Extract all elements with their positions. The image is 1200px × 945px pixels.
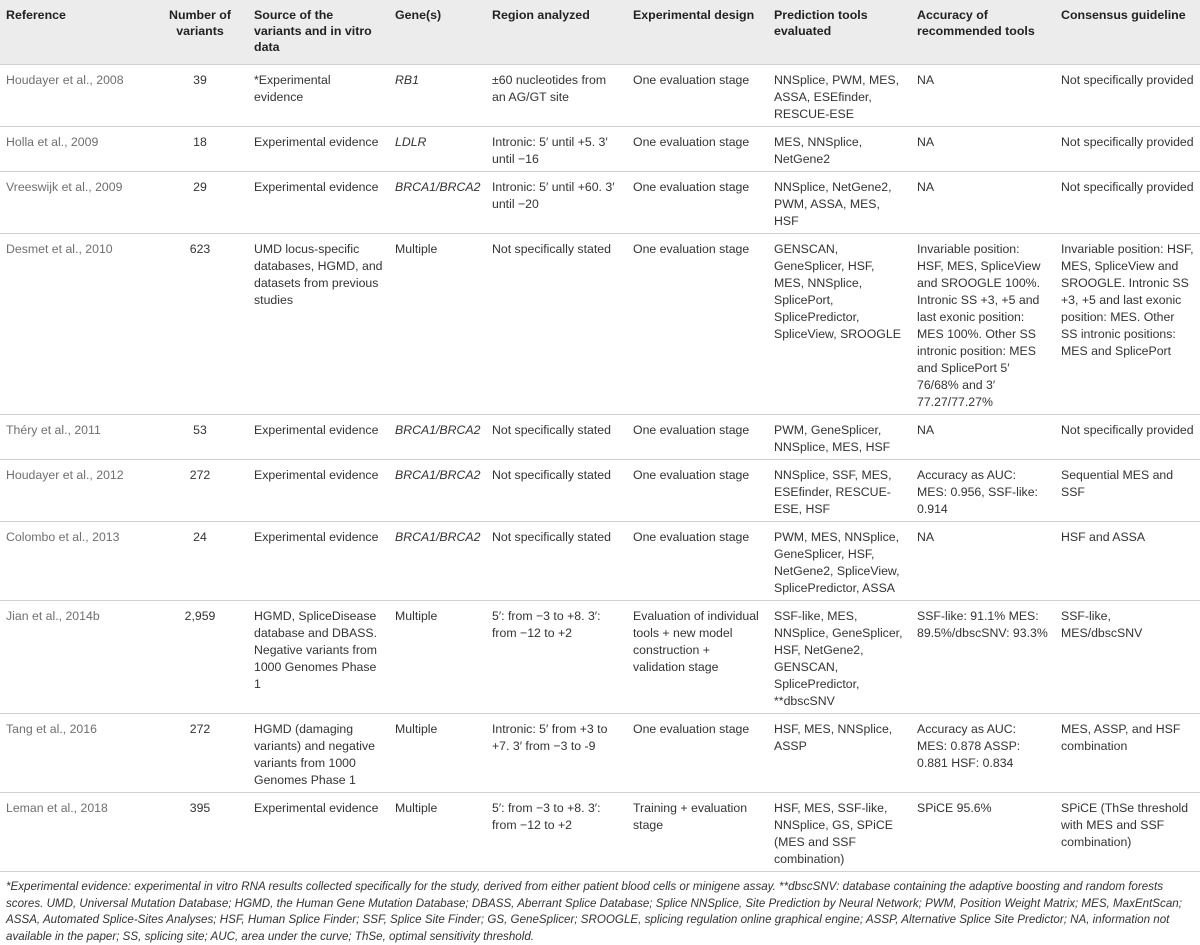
cell-tools: NNSplice, PWM, MES, ASSA, ESEfinder, RESCUE-ESE bbox=[768, 65, 911, 127]
cell-accuracy: Invariable position: HSF, MES, SpliceView and SROOGLE 100%. Intronic SS +3, +5 and last exonic position: MES 100%. Other SS intronic position: MES and SplicePort 5′ 76/68% and 3′ 77.27/77.27% bbox=[911, 234, 1055, 415]
cell-gene: RB1 bbox=[389, 65, 486, 127]
cell-gene: LDLR bbox=[389, 127, 486, 172]
cell-region: Not specifically stated bbox=[486, 522, 627, 601]
cell-region: 5′: from −3 to +8. 3′: from −12 to +2 bbox=[486, 793, 627, 872]
header-design: Experimental design bbox=[627, 0, 768, 65]
cell-tools: SSF-like, MES, NNSplice, GeneSplicer, HSF, NetGene2, GENSCAN, SplicePredictor, **dbscSNV bbox=[768, 601, 911, 714]
cell-region: 5′: from −3 to +8. 3′: from −12 to +2 bbox=[486, 601, 627, 714]
table-header bbox=[0, 0, 1200, 65]
cell-reference: Holla et al., 2009 bbox=[0, 127, 152, 172]
cell-variants: 18 bbox=[152, 127, 248, 172]
cell-design: One evaluation stage bbox=[627, 172, 768, 234]
cell-source: UMD locus-specific databases, HGMD, and datasets from previous studies bbox=[248, 234, 389, 415]
cell-accuracy: NA bbox=[911, 172, 1055, 234]
cell-variants: 395 bbox=[152, 793, 248, 872]
cell-region: ±60 nucleotides from an AG/GT site bbox=[486, 65, 627, 127]
cell-accuracy: Accuracy as AUC: MES: 0.878 ASSP: 0.881 HSF: 0.834 bbox=[911, 714, 1055, 793]
header-number-of-variants: Number of variants bbox=[152, 0, 248, 65]
cell-source: Experimental evidence bbox=[248, 127, 389, 172]
cell-source: *Experimental evidence bbox=[248, 65, 389, 127]
cell-variants: 39 bbox=[152, 65, 248, 127]
header-region: Region analyzed bbox=[486, 0, 627, 65]
table-footnote: *Experimental evidence: experimental in vitro RNA results collected specifically for the study, derived from either patient blood cells or minigene assay. **dbscSNV: database containing the adaptive boosting and random forests scores. UMD, Universal Mutation Database; HGMD, the Human Gene Mutation Database; DBASS, Aberrant Splice Database; Splice NNSplice, Site Prediction by Neural Network; PWM, Position Weight Matrix; MES, MaxEntScan; ASSA, Automated Splice-Sites Analyses; HSF, Human Splice Finder; SSF, Splice Site Finder; GS, GeneSplicer; SROOGLE, splicing regulation online graphical engine; ASSP, Alternative Splice Site Predictor; NA, information not available in the paper; SS, splicing site; AUC, area under the curve; ThSe, optimal sensitivity threshold. bbox=[6, 880, 1182, 943]
cell-variants: 53 bbox=[152, 415, 248, 460]
cell-design: One evaluation stage bbox=[627, 460, 768, 522]
cell-design: Evaluation of individual tools + new model construction + validation stage bbox=[627, 601, 768, 714]
cell-reference: Colombo et al., 2013 bbox=[0, 522, 152, 601]
cell-tools: PWM, GeneSplicer, NNSplice, MES, HSF bbox=[768, 415, 911, 460]
cell-variants: 623 bbox=[152, 234, 248, 415]
cell-design: One evaluation stage bbox=[627, 65, 768, 127]
cell-tools: NNSplice, SSF, MES, ESEfinder, RESCUE-ESE, HSF bbox=[768, 460, 911, 522]
cell-gene: BRCA1/BRCA2 bbox=[389, 172, 486, 234]
header-accuracy: Accuracy of recommended tools bbox=[911, 0, 1055, 65]
cell-gene: BRCA1/BRCA2 bbox=[389, 460, 486, 522]
table-row bbox=[0, 522, 1200, 601]
table-row bbox=[0, 714, 1200, 793]
cell-gene: BRCA1/BRCA2 bbox=[389, 415, 486, 460]
cell-source: HGMD (damaging variants) and negative variants from 1000 Genomes Phase 1 bbox=[248, 714, 389, 793]
cell-variants: 272 bbox=[152, 460, 248, 522]
cell-consensus: Sequential MES and SSF bbox=[1055, 460, 1200, 522]
cell-gene: Multiple bbox=[389, 714, 486, 793]
cell-consensus: SSF-like, MES/dbscSNV bbox=[1055, 601, 1200, 714]
cell-variants: 2,959 bbox=[152, 601, 248, 714]
cell-reference: Houdayer et al., 2012 bbox=[0, 460, 152, 522]
cell-consensus: Not specifically provided bbox=[1055, 65, 1200, 127]
cell-reference: Tang et al., 2016 bbox=[0, 714, 152, 793]
cell-region: Intronic: 5′ from +3 to +7. 3′ from −3 to -9 bbox=[486, 714, 627, 793]
table-row bbox=[0, 234, 1200, 415]
cell-design: Training + evaluation stage bbox=[627, 793, 768, 872]
cell-tools: GENSCAN, GeneSplicer, HSF, MES, NNSplice, SplicePort, SplicePredictor, SpliceView, SROOGLE bbox=[768, 234, 911, 415]
cell-gene: Multiple bbox=[389, 234, 486, 415]
cell-gene: Multiple bbox=[389, 601, 486, 714]
cell-gene: Multiple bbox=[389, 793, 486, 872]
cell-variants: 272 bbox=[152, 714, 248, 793]
cell-source: HGMD, SpliceDisease database and DBASS. Negative variants from 1000 Genomes Phase 1 bbox=[248, 601, 389, 714]
table-row bbox=[0, 601, 1200, 714]
cell-design: One evaluation stage bbox=[627, 127, 768, 172]
cell-region: Not specifically stated bbox=[486, 234, 627, 415]
header-genes: Gene(s) bbox=[389, 0, 486, 65]
header-tools: Prediction tools evaluated bbox=[768, 0, 911, 65]
cell-tools: NNSplice, NetGene2, PWM, ASSA, MES, HSF bbox=[768, 172, 911, 234]
table-row bbox=[0, 127, 1200, 172]
cell-accuracy: NA bbox=[911, 65, 1055, 127]
cell-accuracy: SPiCE 95.6% bbox=[911, 793, 1055, 872]
cell-region: Not specifically stated bbox=[486, 415, 627, 460]
cell-reference: Leman et al., 2018 bbox=[0, 793, 152, 872]
cell-consensus: Not specifically provided bbox=[1055, 172, 1200, 234]
cell-source: Experimental evidence bbox=[248, 522, 389, 601]
table-row bbox=[0, 460, 1200, 522]
cell-accuracy: NA bbox=[911, 127, 1055, 172]
cell-gene: BRCA1/BRCA2 bbox=[389, 522, 486, 601]
table-row bbox=[0, 172, 1200, 234]
cell-reference: Jian et al., 2014b bbox=[0, 601, 152, 714]
table-body bbox=[0, 65, 1200, 872]
cell-region: Intronic: 5′ until +5. 3′ until −16 bbox=[486, 127, 627, 172]
cell-design: One evaluation stage bbox=[627, 714, 768, 793]
cell-region: Intronic: 5′ until +60. 3′ until −20 bbox=[486, 172, 627, 234]
cell-accuracy: Accuracy as AUC: MES: 0.956, SSF-like: 0.914 bbox=[911, 460, 1055, 522]
cell-source: Experimental evidence bbox=[248, 415, 389, 460]
cell-reference: Desmet et al., 2010 bbox=[0, 234, 152, 415]
table-row bbox=[0, 793, 1200, 872]
cell-consensus: SPiCE (ThSe threshold with MES and SSF combination) bbox=[1055, 793, 1200, 872]
header-source: Source of the variants and in vitro data bbox=[248, 0, 389, 65]
cell-source: Experimental evidence bbox=[248, 793, 389, 872]
cell-variants: 29 bbox=[152, 172, 248, 234]
table-row bbox=[0, 415, 1200, 460]
cell-tools: MES, NNSplice, NetGene2 bbox=[768, 127, 911, 172]
cell-region: Not specifically stated bbox=[486, 460, 627, 522]
cell-accuracy: SSF-like: 91.1% MES: 89.5%/dbscSNV: 93.3% bbox=[911, 601, 1055, 714]
cell-design: One evaluation stage bbox=[627, 522, 768, 601]
cell-reference: Vreeswijk et al., 2009 bbox=[0, 172, 152, 234]
cell-consensus: Invariable position: HSF, MES, SpliceView and SROOGLE. Intronic SS +3, +5 and last exonic position: MES. Other SS intronic positions: MES and SplicePort bbox=[1055, 234, 1200, 415]
cell-design: One evaluation stage bbox=[627, 234, 768, 415]
cell-design: One evaluation stage bbox=[627, 415, 768, 460]
cell-consensus: Not specifically provided bbox=[1055, 127, 1200, 172]
header-consensus: Consensus guideline bbox=[1055, 0, 1200, 65]
cell-tools: PWM, MES, NNSplice, GeneSplicer, HSF, NetGene2, SpliceView, SplicePredictor, ASSA bbox=[768, 522, 911, 601]
table-row bbox=[0, 65, 1200, 127]
cell-accuracy: NA bbox=[911, 522, 1055, 601]
cell-consensus: MES, ASSP, and HSF combination bbox=[1055, 714, 1200, 793]
cell-reference: Théry et al., 2011 bbox=[0, 415, 152, 460]
cell-consensus: Not specifically provided bbox=[1055, 415, 1200, 460]
cell-accuracy: NA bbox=[911, 415, 1055, 460]
header-reference: Reference bbox=[0, 0, 152, 65]
cell-source: Experimental evidence bbox=[248, 172, 389, 234]
cell-reference: Houdayer et al., 2008 bbox=[0, 65, 152, 127]
cell-source: Experimental evidence bbox=[248, 460, 389, 522]
cell-tools: HSF, MES, NNSplice, ASSP bbox=[768, 714, 911, 793]
cell-variants: 24 bbox=[152, 522, 248, 601]
cell-tools: HSF, MES, SSF-like, NNSplice, GS, SPiCE (MES and SSF combination) bbox=[768, 793, 911, 872]
cell-consensus: HSF and ASSA bbox=[1055, 522, 1200, 601]
